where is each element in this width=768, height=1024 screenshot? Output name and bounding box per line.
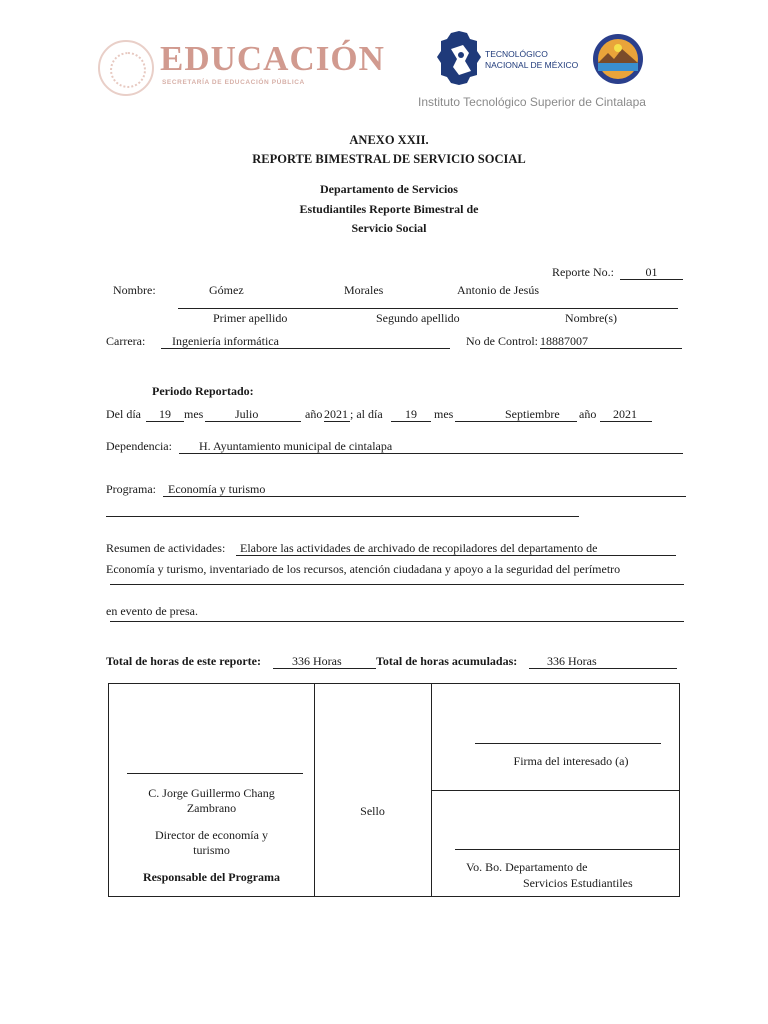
to-year-label: año bbox=[579, 407, 597, 421]
responsible-role: Responsable del Programa bbox=[142, 870, 281, 884]
summary-label: Resumen de actividades: bbox=[106, 541, 226, 555]
annex-title: ANEXO XXII. bbox=[349, 133, 429, 147]
hours-report-label: Total de horas de este reporte: bbox=[106, 654, 261, 668]
from-day-value: 19 bbox=[146, 407, 184, 422]
to-day-value: 19 bbox=[391, 407, 431, 422]
program-value: Economía y turismo bbox=[163, 482, 686, 497]
vobo-signature-line bbox=[455, 849, 679, 850]
vobo-line-1: Vo. Bo. Departamento de bbox=[466, 860, 588, 874]
vobo-line-2: Servicios Estudiantiles bbox=[523, 876, 633, 890]
summary-line-3-underline bbox=[110, 621, 684, 622]
name-underline bbox=[178, 308, 678, 309]
hours-total-value: 336 Horas bbox=[529, 654, 677, 669]
responsible-title-line-1: Director de economía y bbox=[155, 828, 268, 842]
to-month-value: Septiembre bbox=[455, 407, 577, 422]
from-day-label: Del día bbox=[106, 407, 141, 421]
dependency-value: H. Ayuntamiento municipal de cintalapa bbox=[179, 439, 683, 454]
report-no-label: Reporte No.: bbox=[552, 265, 614, 279]
to-day-label: ; al día bbox=[350, 407, 383, 421]
tecnm-line-1: TECNOLÓGICO bbox=[485, 49, 548, 59]
to-month-label: mes bbox=[434, 407, 454, 421]
summary-line-1: Elabore las actividades de archivado de recopiladores del departamento de bbox=[236, 541, 676, 556]
dept-title-line-1: Departamento de Servicios bbox=[320, 182, 458, 196]
tecnm-logo-text bbox=[485, 49, 578, 71]
edu-logo-text: EDUCACIÓN bbox=[160, 39, 385, 78]
student-signature-label: Firma del interesado (a) bbox=[513, 754, 629, 768]
career-value: Ingeniería informática bbox=[161, 334, 450, 349]
hours-total-label: Total de horas acumuladas: bbox=[376, 654, 518, 668]
hours-report-value: 336 Horas bbox=[273, 654, 376, 669]
seal-label: Sello bbox=[360, 804, 385, 818]
summary-line-2: Economía y turismo, inventariado de los recursos, atención ciudadana y apoyo a la seguridad del perímetro bbox=[106, 562, 621, 576]
tecnm-line-2: NACIONAL DE MÉXICO bbox=[485, 60, 579, 70]
given-names-caption: Nombre(s) bbox=[565, 311, 617, 325]
first-surname-caption: Primer apellido bbox=[213, 311, 288, 325]
dept-title-line-2: Estudiantiles Reporte Bimestral de bbox=[299, 202, 479, 216]
to-year-value: 2021 bbox=[600, 407, 652, 422]
control-label: No de Control: bbox=[466, 334, 538, 348]
from-month-value: Julio bbox=[205, 407, 301, 422]
responsible-signature-line bbox=[127, 773, 303, 774]
signature-table bbox=[108, 683, 680, 897]
from-year-label: año bbox=[305, 407, 323, 421]
responsible-title-line-2: turismo bbox=[193, 843, 230, 857]
name-label: Nombre: bbox=[113, 283, 156, 297]
career-label: Carrera: bbox=[106, 334, 146, 348]
sep-seal-icon bbox=[98, 40, 154, 96]
summary-line-3: en evento de presa. bbox=[106, 604, 198, 618]
student-signature-line bbox=[475, 743, 661, 744]
responsible-name-line-1: C. Jorge Guillermo Chang bbox=[148, 786, 275, 800]
second-surname-value: Morales bbox=[344, 283, 384, 297]
program-label: Programa: bbox=[106, 482, 156, 496]
from-year-value: 2021 bbox=[324, 407, 348, 421]
program-extra-line bbox=[106, 516, 579, 517]
second-surname-caption: Segundo apellido bbox=[376, 311, 460, 325]
given-names-value: Antonio de Jesús bbox=[457, 283, 539, 297]
table-divider-1 bbox=[314, 684, 315, 896]
summary-line-2-underline bbox=[110, 584, 684, 585]
first-surname-value: Gómez bbox=[209, 283, 244, 297]
institute-logo-icon bbox=[592, 33, 644, 85]
tecnm-logo-icon bbox=[437, 29, 481, 87]
responsible-name-line-2: Zambrano bbox=[186, 801, 237, 815]
from-month-label: mes bbox=[184, 407, 204, 421]
control-value: 18887007 bbox=[540, 334, 682, 349]
report-title: REPORTE BIMESTRAL DE SERVICIO SOCIAL bbox=[252, 152, 526, 166]
table-divider-3 bbox=[431, 790, 679, 791]
report-no-value: 01 bbox=[620, 265, 683, 280]
dependency-label: Dependencia: bbox=[106, 439, 172, 453]
edu-logo-subtitle: SECRETARÍA DE EDUCACIÓN PÚBLICA bbox=[162, 79, 305, 86]
institute-name: Instituto Tecnológico Superior de Cintalapa bbox=[418, 95, 646, 109]
dept-title-line-3: Servicio Social bbox=[351, 221, 427, 235]
period-label: Periodo Reportado: bbox=[152, 384, 254, 398]
